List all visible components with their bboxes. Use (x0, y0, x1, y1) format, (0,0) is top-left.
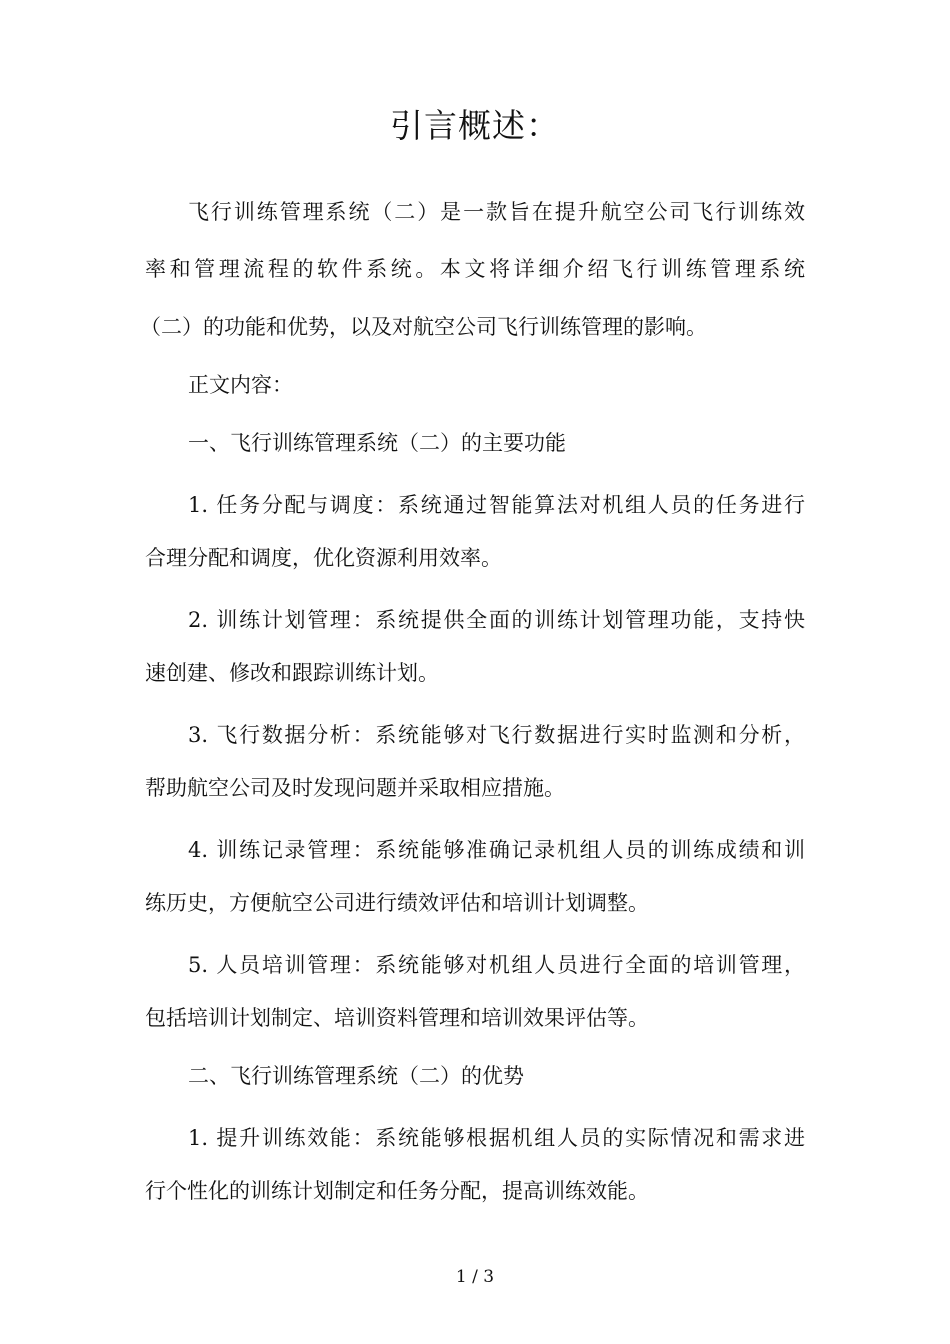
paragraph-line: 率和管理流程的软件系统。本文将详细介绍飞行训练管理系统 (145, 257, 805, 281)
paragraph-line: 飞行训练管理系统（二）是一款旨在提升航空公司飞行训练效 (188, 200, 805, 224)
paragraph-line: （二）的功能和优势，以及对航空公司飞行训练管理的影响。 (140, 315, 707, 339)
list-item-line: 4. 训练记录管理：系统能够准确记录机组人员的训练成绩和训 (188, 838, 805, 862)
list-item-line: 速创建、修改和跟踪训练计划。 (145, 661, 439, 685)
list-item-line: 2. 训练计划管理：系统提供全面的训练计划管理功能，支持快 (188, 608, 805, 632)
section-heading: 一、飞行训练管理系统（二）的主要功能 (188, 431, 566, 455)
list-item-line: 3. 飞行数据分析：系统能够对飞行数据进行实时监测和分析， (188, 723, 805, 747)
list-item-line: 合理分配和调度，优化资源利用效率。 (145, 546, 502, 570)
list-item-line: 练历史，方便航空公司进行绩效评估和培训计划调整。 (145, 891, 649, 915)
list-item-line: 帮助航空公司及时发现问题并采取相应措施。 (145, 776, 565, 800)
list-item-line: 1. 提升训练效能：系统能够根据机组人员的实际情况和需求进 (188, 1126, 805, 1150)
section-heading: 二、飞行训练管理系统（二）的优势 (188, 1064, 524, 1088)
list-item-line: 1. 任务分配与调度：系统通过智能算法对机组人员的任务进行 (188, 493, 805, 517)
page-number: 1 / 3 (455, 1267, 495, 1287)
list-item-line: 5. 人员培训管理：系统能够对机组人员进行全面的培训管理， (188, 953, 805, 977)
list-item-line: 行个性化的训练计划制定和任务分配，提高训练效能。 (145, 1179, 649, 1203)
list-item-line: 包括培训计划制定、培训资料管理和培训效果评估等。 (145, 1006, 649, 1030)
section-label: 正文内容： (188, 373, 293, 397)
document-title: 引言概述： (390, 106, 560, 145)
